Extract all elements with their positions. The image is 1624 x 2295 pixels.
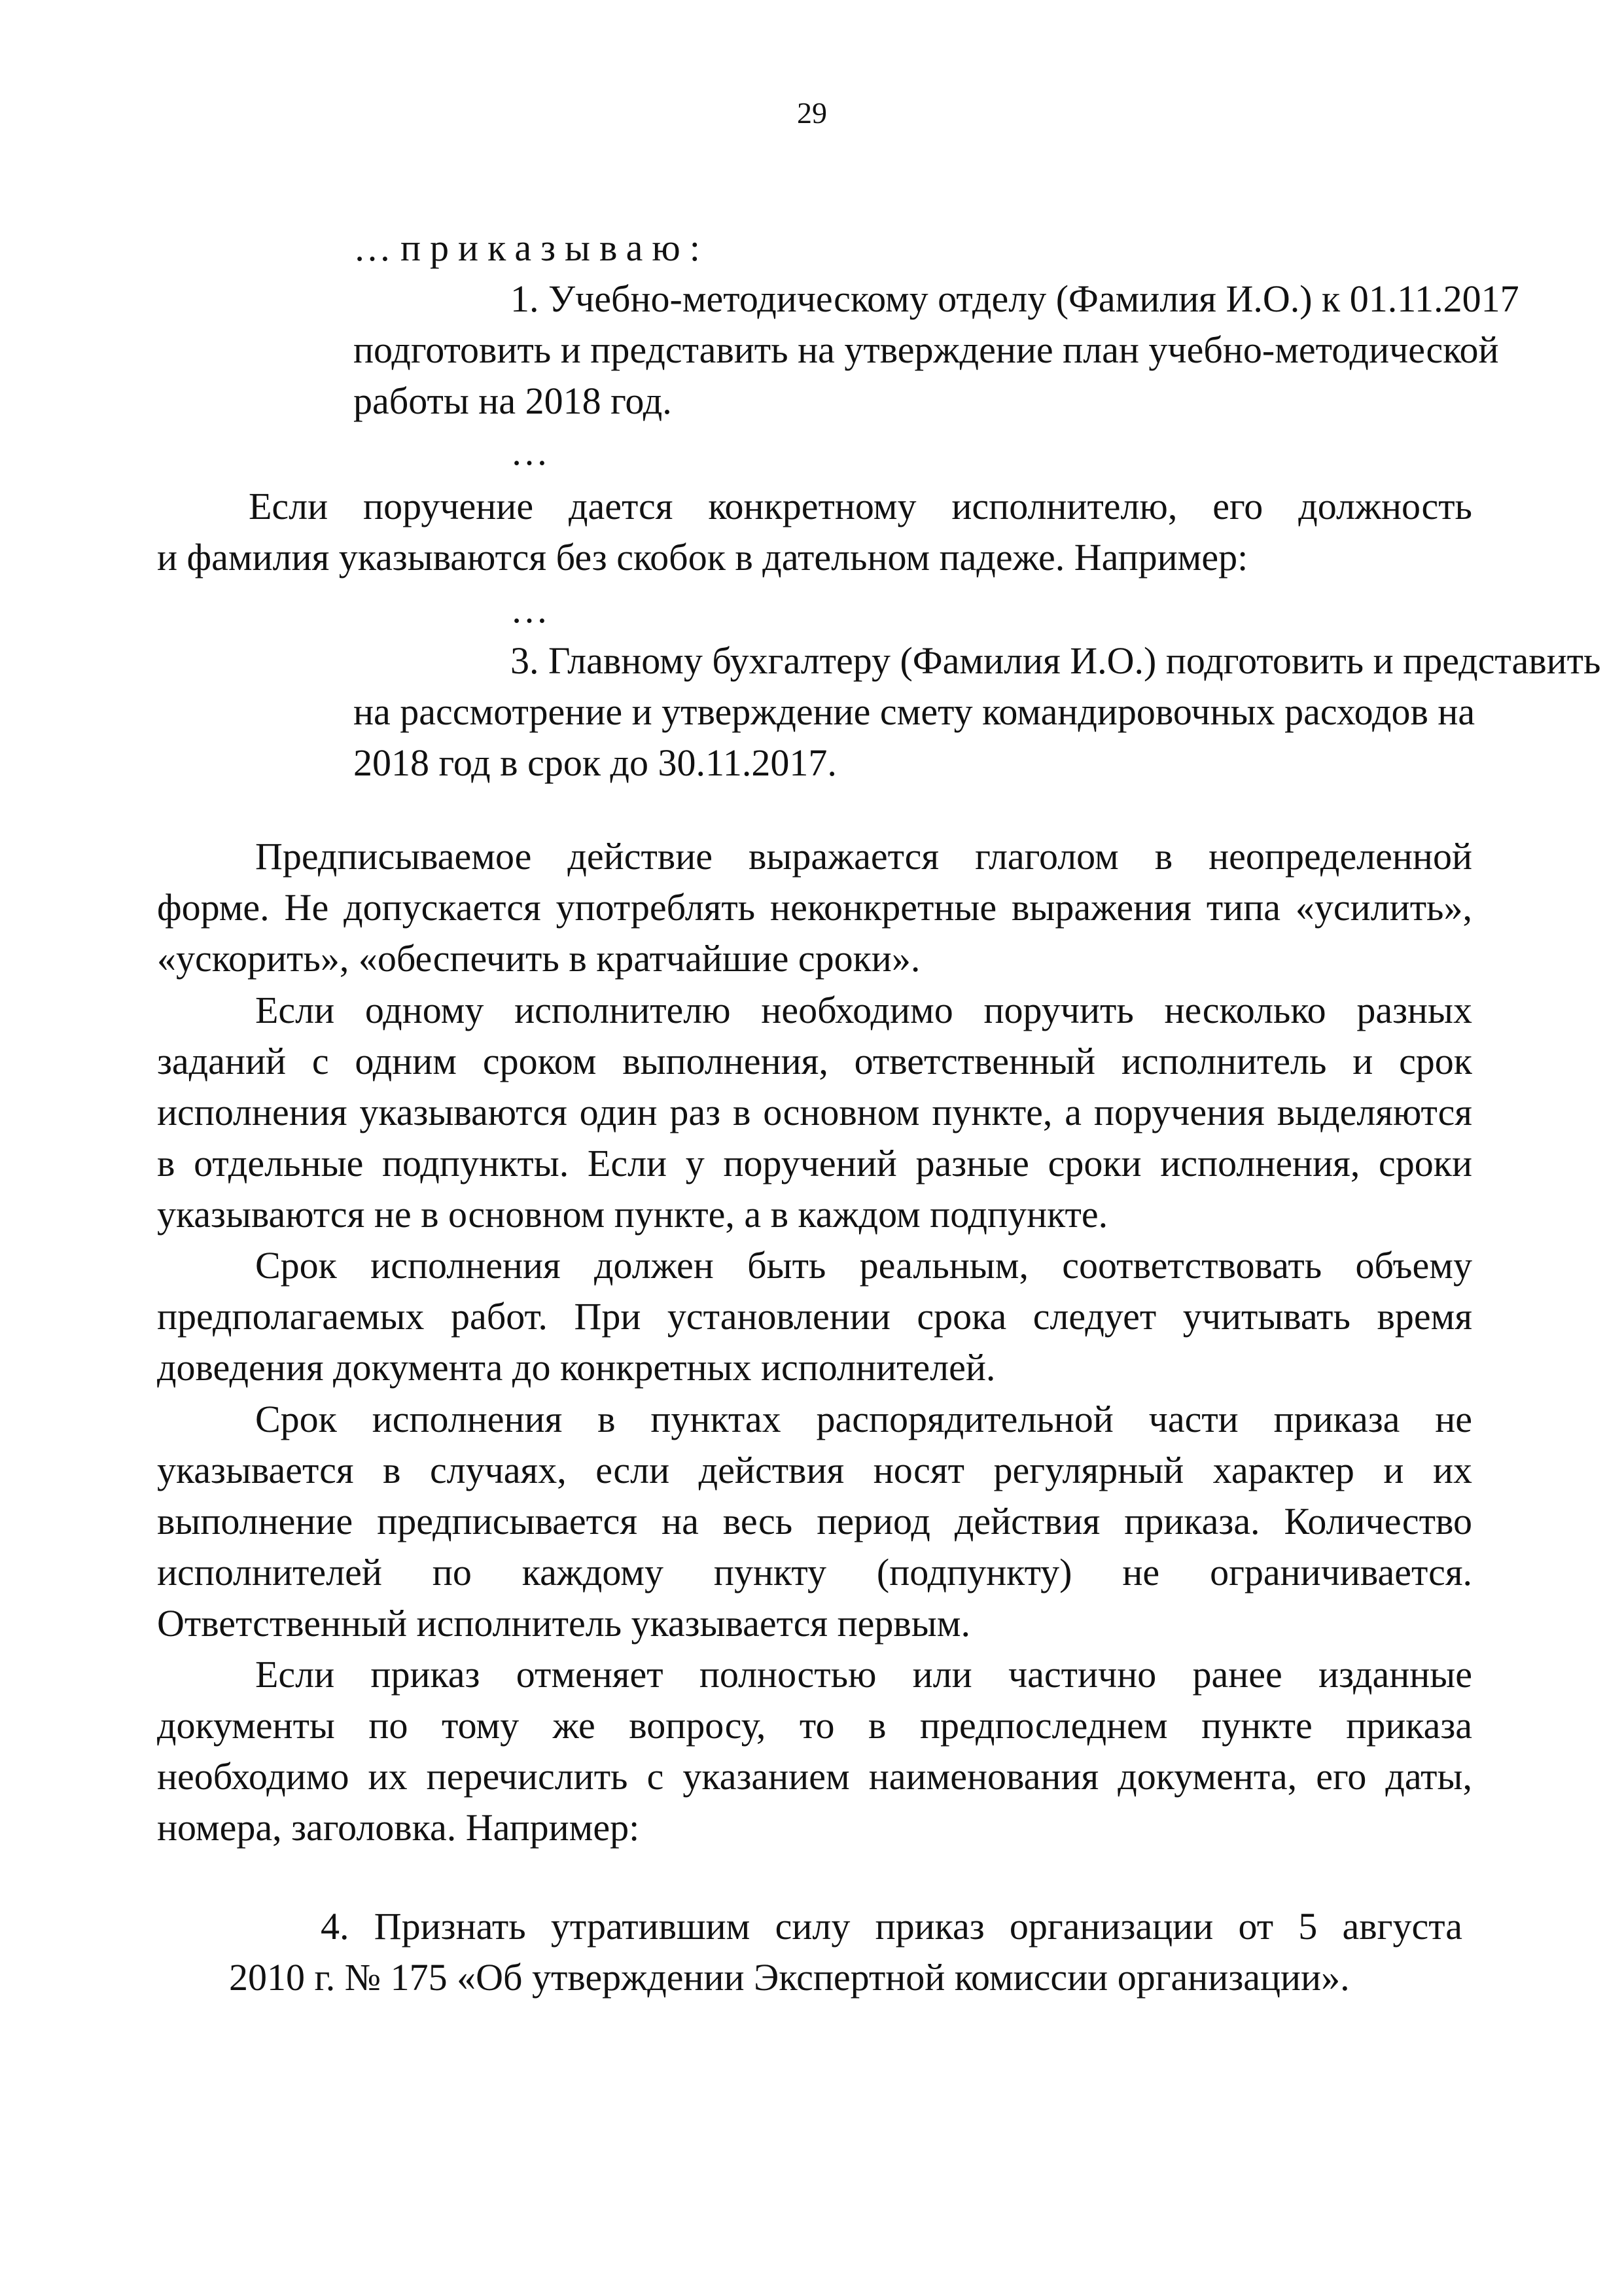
example-line: 1. Учебно-методическому отделу (Фамилия И.О.) к 01.11.2017 xyxy=(510,277,1519,320)
paragraph-multiple-tasks xyxy=(157,985,1472,1240)
paragraph-line: указывается в случаях, если действия носят регулярный характер и их xyxy=(157,1449,1472,1491)
paragraph-cancel-documents xyxy=(157,1649,1472,1853)
example-line: 3. Главному бухгалтеру (Фамилия И.О.) подготовить и представить xyxy=(510,639,1601,682)
ellipsis: … xyxy=(510,588,548,631)
example-order-block-1 xyxy=(353,222,1519,478)
paragraph-line: выполнение предписывается на весь период действия приказа. Количество xyxy=(157,1500,1472,1542)
paragraph-line: указываются не в основном пункте, а в каждом подпункте. xyxy=(157,1193,1108,1236)
paragraph-line: заданий с одним сроком выполнения, ответственный исполнитель и срок xyxy=(157,1040,1472,1082)
example-line: 2018 год в срок до 30.11.2017. xyxy=(353,741,837,784)
paragraph-line: доведения документа до конкретных исполнителей. xyxy=(157,1346,996,1389)
paragraph-line: форме. Не допускается употреблять неконкретные выражения типа «усилить», xyxy=(157,886,1472,929)
note-paragraph xyxy=(157,481,1472,583)
page-number: 29 xyxy=(797,96,827,130)
paragraph-action-verb xyxy=(157,831,1472,984)
paragraph-line: Если приказ отменяет полностью или частично ранее изданные xyxy=(255,1653,1472,1696)
example-order-block-2 xyxy=(353,584,1601,789)
paragraph-line: Если одному исполнителю необходимо поручить несколько разных xyxy=(255,989,1472,1031)
paragraph-line: Если поручение дается конкретному исполнителю, его должность xyxy=(249,485,1472,527)
example-line: 2010 г. № 175 «Об утверждении Экспертной комиссии организации». xyxy=(229,1956,1350,1999)
example-line: 4. Признать утратившим силу приказ организации от 5 августа xyxy=(321,1905,1462,1948)
paragraph-line: исполнения указываются один раз в основном пункте, а поручения выделяются xyxy=(157,1091,1472,1133)
paragraph-line: и фамилия указываются без скобок в дательном падеже. Например: xyxy=(157,536,1248,578)
paragraph-line: документы по тому же вопросу, то в предпоследнем пункте приказа xyxy=(157,1704,1472,1747)
paragraph-line: номера, заголовка. Например: xyxy=(157,1806,640,1849)
paragraph-line: Срок исполнения в пунктах распорядительной части приказа не xyxy=(255,1398,1472,1440)
paragraph-line: необходимо их перечислить с указанием наименования документа, его даты, xyxy=(157,1755,1472,1798)
paragraph-line: Ответственный исполнитель указывается первым. xyxy=(157,1602,970,1645)
paragraph-deadline xyxy=(157,1240,1472,1393)
order-intro: …приказываю: xyxy=(353,226,709,269)
ellipsis: … xyxy=(510,431,548,473)
example-line: на рассмотрение и утверждение смету командировочных расходов на xyxy=(353,690,1475,733)
example-order-block-3 xyxy=(229,1901,1462,2003)
paragraph-line: Срок исполнения должен быть реальным, соответствовать объему xyxy=(255,1244,1472,1287)
paragraph-line: в отдельные подпункты. Если у поручений разные сроки исполнения, сроки xyxy=(157,1142,1472,1184)
paragraph-line: предполагаемых работ. При установлении срока следует учитывать время xyxy=(157,1295,1472,1338)
paragraph-line: «ускорить», «обеспечить в кратчайшие сроки». xyxy=(157,937,921,980)
example-line: подготовить и представить на утверждение план учебно-методической xyxy=(353,329,1499,371)
paragraph-line: исполнителей по каждому пункту (подпункту) не ограничивается. xyxy=(157,1551,1472,1593)
paragraph-no-deadline xyxy=(157,1394,1472,1649)
paragraph-line: Предписываемое действие выражается глаголом в неопределенной xyxy=(255,835,1472,878)
example-line: работы на 2018 год. xyxy=(353,380,672,422)
